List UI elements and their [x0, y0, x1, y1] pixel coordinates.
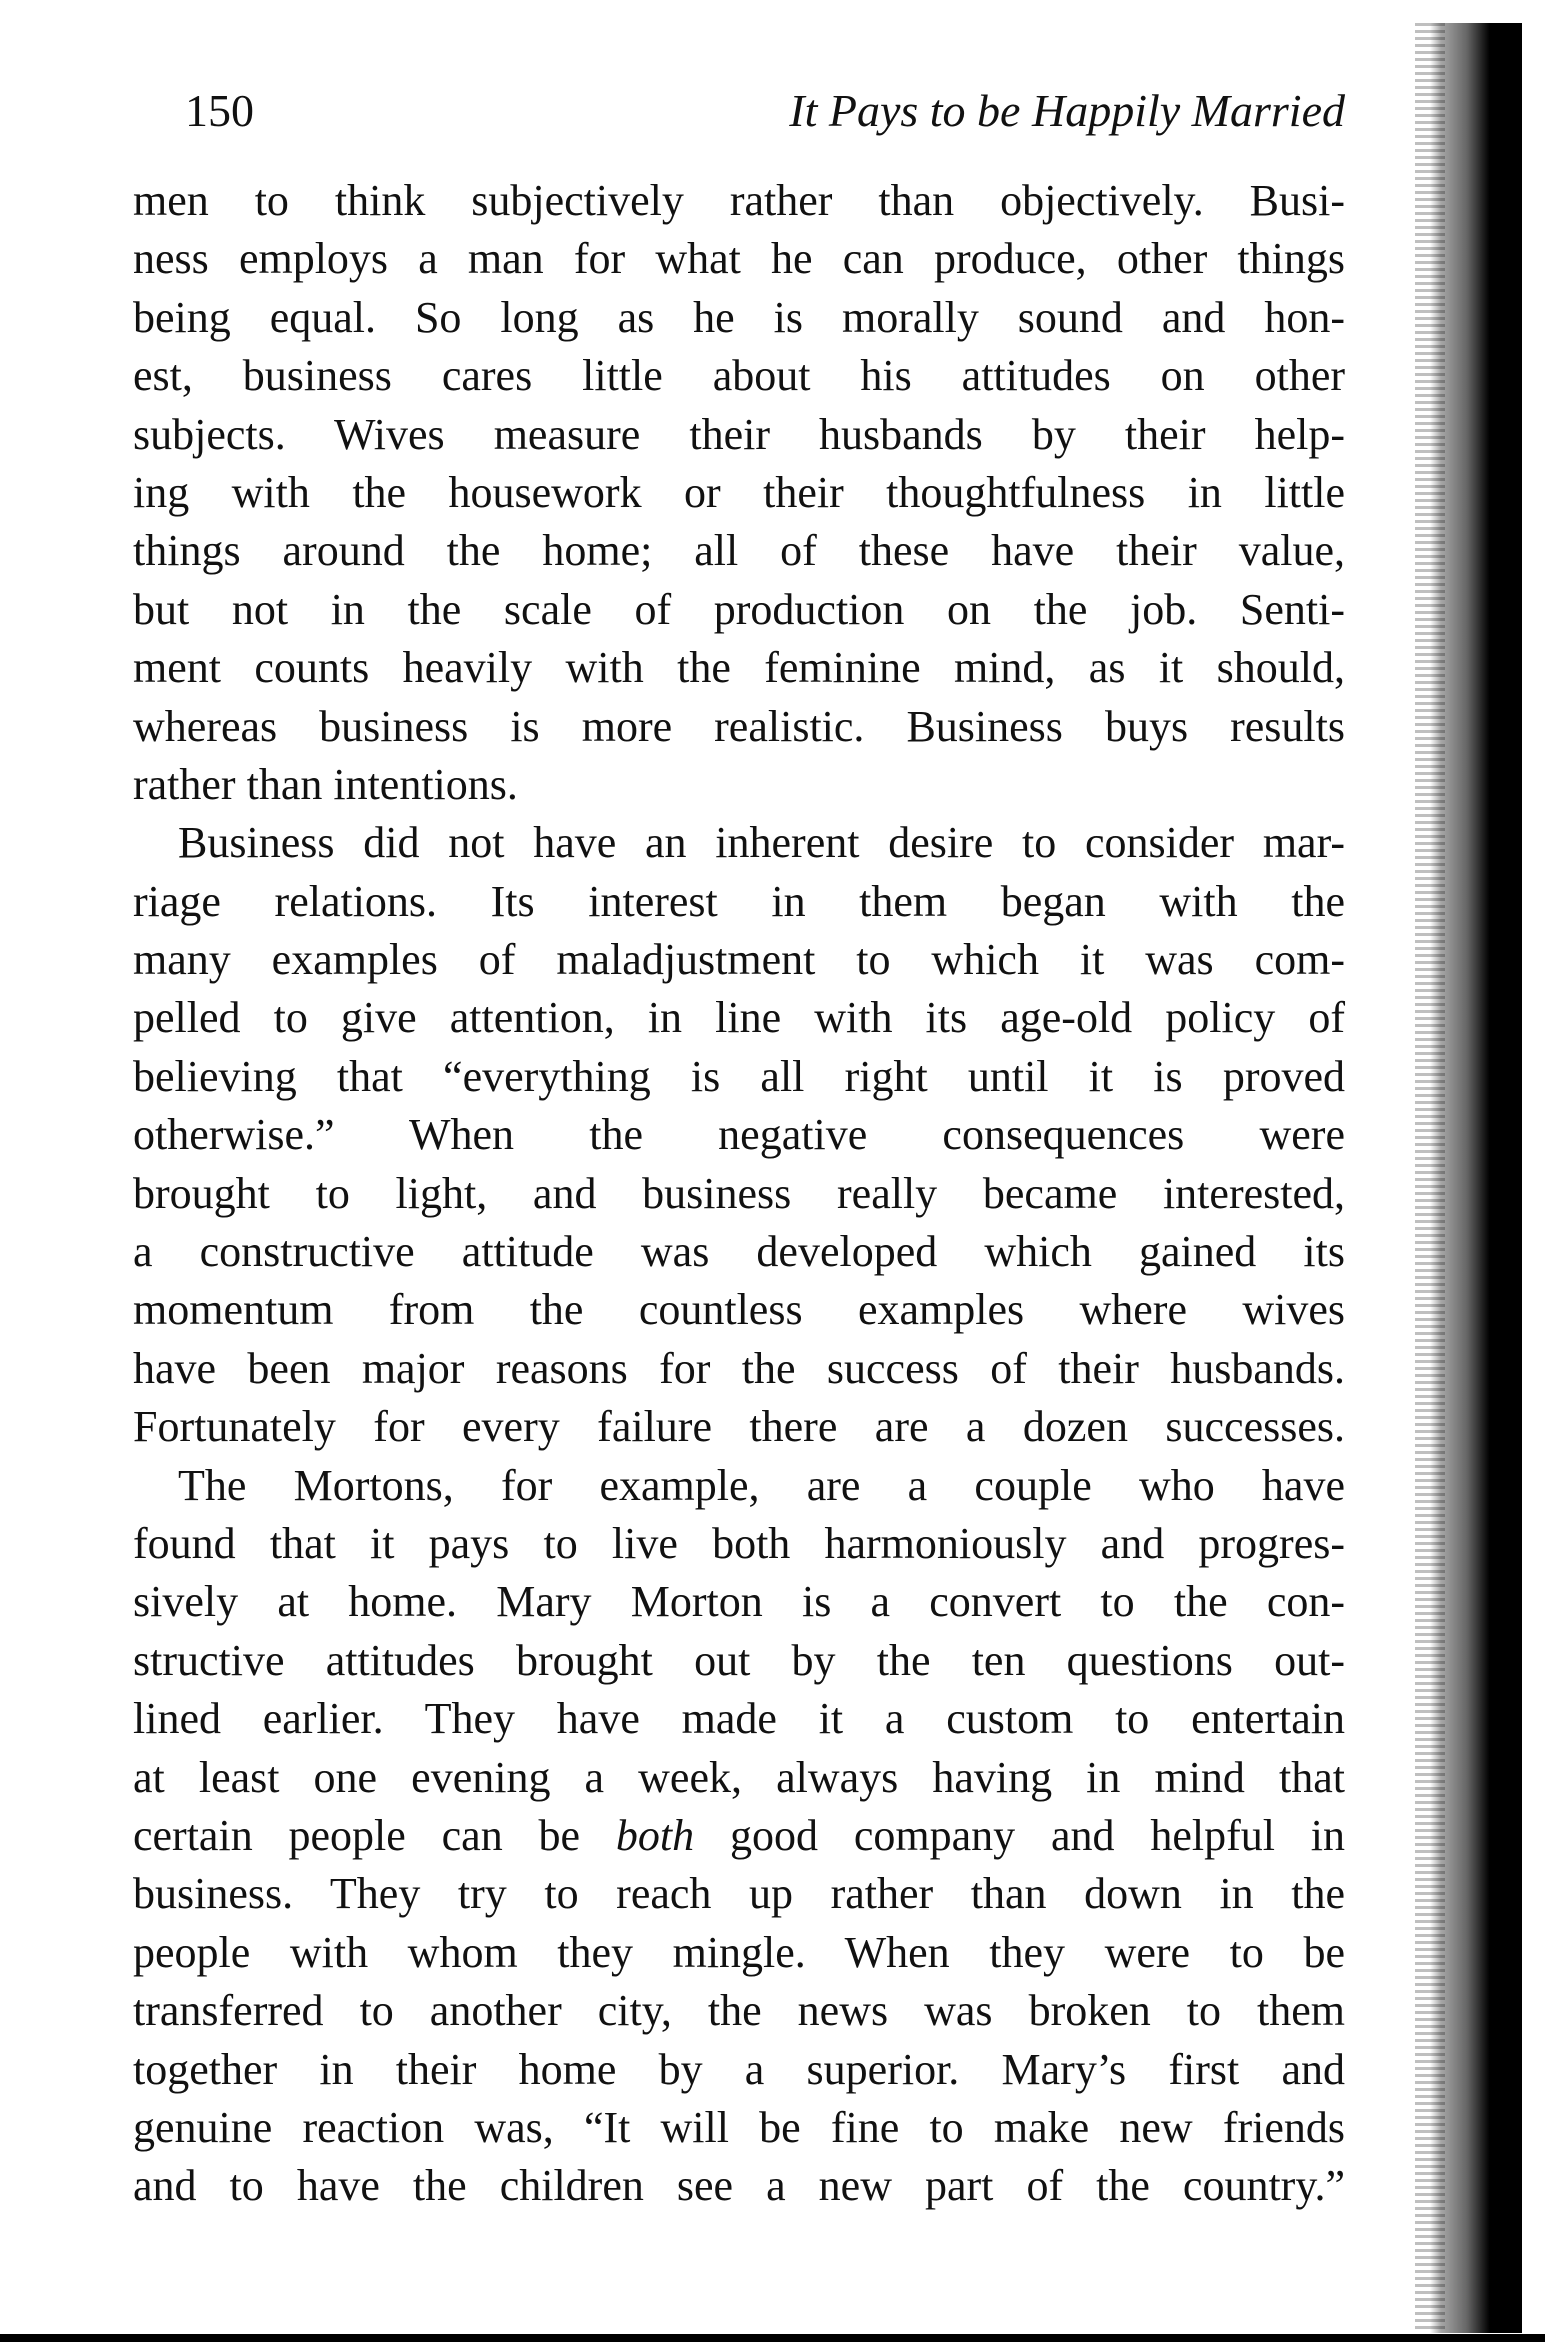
text-line: rather than intentions.: [133, 759, 518, 809]
text-line: genuine reaction was, “It will be fine to make new friends: [133, 2102, 1345, 2152]
text-line: people with whom they mingle. When they were to be: [133, 1927, 1345, 1977]
text-segment: good company and helpful in: [694, 1810, 1346, 1860]
text-line: have been major reasons for the success of their husbands.: [133, 1343, 1345, 1393]
text-line: est, business cares little about his attitudes on other: [133, 351, 1345, 401]
text-line: riage relations. Its interest in them began with the: [133, 876, 1345, 926]
text-line: ment counts heavily with the feminine mind, as it should,: [133, 643, 1345, 693]
text-line: many examples of maladjustment to which it was com-: [133, 935, 1345, 985]
text-line: momentum from the countless examples where wives: [133, 1285, 1345, 1335]
text-segment: certain people can be: [133, 1810, 616, 1860]
text-line: Fortunately for every failure there are a dozen successes.: [133, 1402, 1345, 1452]
text-line: ness employs a man for what he can produce, other things: [133, 234, 1345, 284]
text-line: believing that “everything is all right until it is proved: [133, 1051, 1345, 1101]
text-line: Business did not have an inherent desire to consider mar-: [178, 818, 1345, 868]
text-line: together in their home by a superior. Mary’s first and: [133, 2044, 1345, 2094]
running-title: It Pays to be Happily Married: [789, 85, 1345, 136]
text-line: men to think subjectively rather than objectively. Busi-: [133, 176, 1345, 225]
text-line: a constructive attitude was developed which gained its: [133, 1227, 1345, 1277]
text-line: sively at home. Mary Morton is a convert to the con-: [133, 1577, 1345, 1627]
text-line: whereas business is more realistic. Business buys results: [133, 701, 1345, 751]
text-line: ing with the housework or their thoughtfulness in little: [133, 467, 1345, 517]
text-line: pelled to give attention, in line with its age-old policy of: [133, 993, 1345, 1043]
text-line: but not in the scale of production on the job. Senti-: [133, 584, 1345, 634]
book-spine-shadow: [1430, 23, 1522, 2333]
italic-emphasis: both: [615, 1810, 695, 1860]
text-line: subjects. Wives measure their husbands by their help-: [133, 409, 1345, 459]
text-line: things around the home; all of these have their value,: [133, 526, 1345, 576]
text-line: found that it pays to live both harmoniously and progres-: [133, 1518, 1345, 1568]
text-line: structive attitudes brought out by the ten questions out-: [133, 1635, 1345, 1685]
text-line: brought to light, and business really became interested,: [133, 1168, 1345, 1218]
text-line: transferred to another city, the news was broken to them: [133, 1986, 1345, 2036]
page-number: 150: [185, 85, 254, 136]
text-line: and to have the children see a new part of the country.”: [133, 2161, 1345, 2211]
text-line: at least one evening a week, always having in mind that: [133, 1752, 1345, 1802]
running-header: [133, 84, 1345, 144]
text-line: otherwise.” When the negative consequences were: [133, 1110, 1345, 1160]
bottom-rule: [0, 2334, 1545, 2342]
text-line: being equal. So long as he is morally sound and hon-: [133, 292, 1345, 342]
text-line: [133, 1807, 1345, 1865]
text-line: business. They try to reach up rather than down in the: [133, 1869, 1345, 1919]
text-line: The Mortons, for example, are a couple who have: [178, 1460, 1345, 1510]
body-text: [133, 172, 1345, 2216]
text-line: lined earlier. They have made it a custom to entertain: [133, 1694, 1345, 1744]
